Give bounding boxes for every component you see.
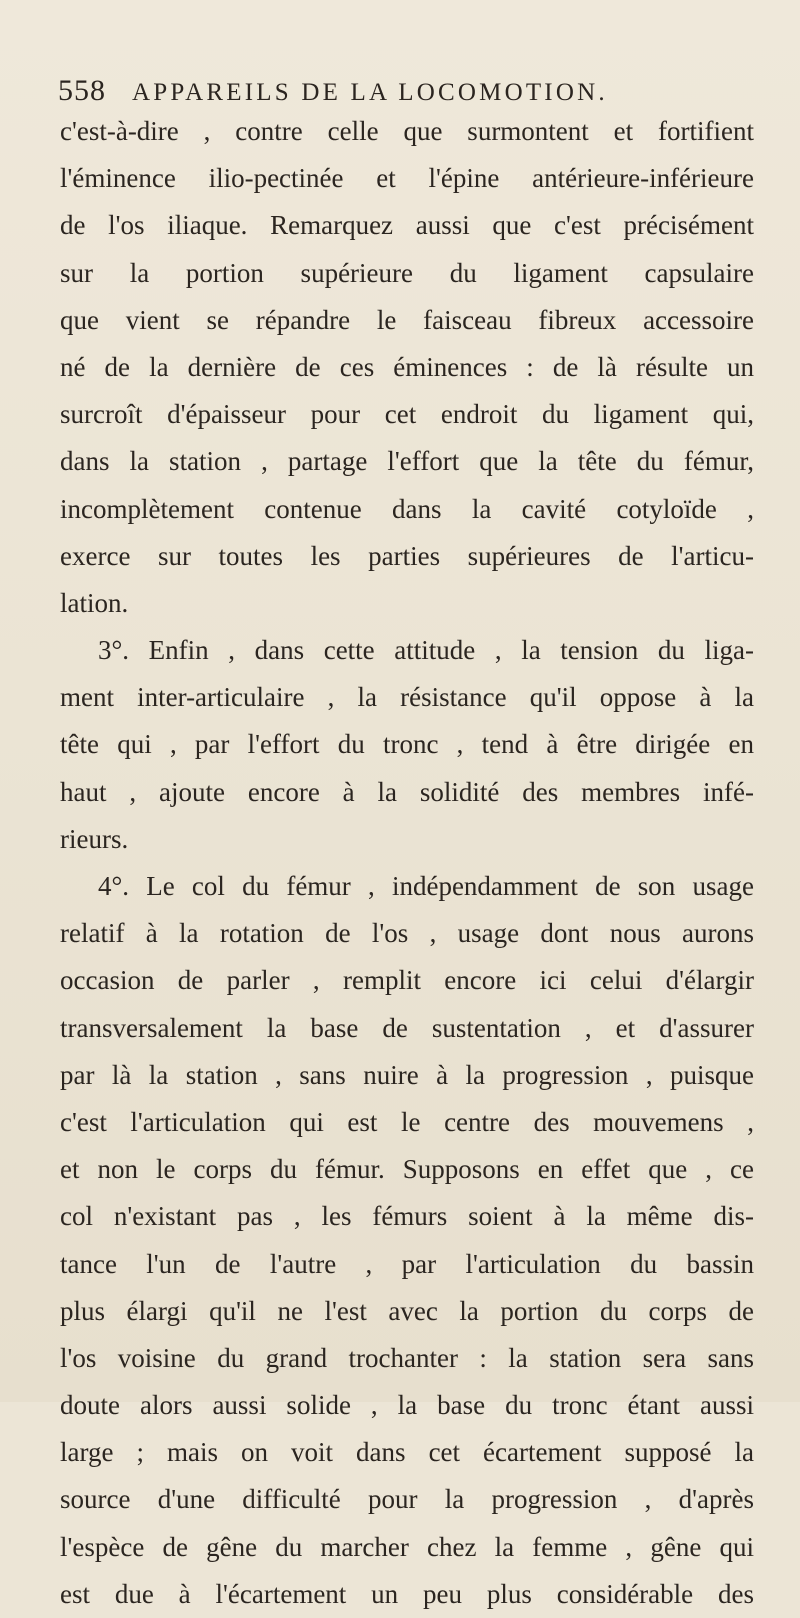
text-line: est due à l'écartement un peu plus considérable des xyxy=(60,1578,754,1609)
text-line: occasion de parler , remplit encore ici celui d'élargir xyxy=(60,965,754,996)
text-line: surcroît d'épaisseur pour cet endroit du ligament qui, xyxy=(60,399,754,430)
text-line: 4°. Le col du fémur , indépendamment de son usage xyxy=(98,871,754,901)
text-line: l'éminence ilio-pectinée et l'épine antérieure-inférieure xyxy=(60,163,754,194)
text-line: tête qui , par l'effort du tronc , tend à être dirigée en xyxy=(60,729,754,760)
text-line: tance l'un de l'autre , par l'articulation du bassin xyxy=(60,1248,754,1279)
text-line: sur la portion supérieure du ligament capsulaire xyxy=(60,257,754,288)
text-line: incomplètement contenue dans la cavité cotyloïde , xyxy=(60,493,754,524)
text-line: relatif à la rotation de l'os , usage dont nous aurons xyxy=(60,918,754,949)
running-head: APPAREILS DE LA LOCOMOTION. xyxy=(132,79,608,106)
text-line: par là la station , sans nuire à la progression , puisque xyxy=(60,1059,754,1090)
text-line: large ; mais on voit dans cet écartement supposé la xyxy=(60,1437,754,1468)
text-line: l'espèce de gêne du marcher chez la femme , gêne qui xyxy=(60,1531,754,1562)
text-line: et non le corps du fémur. Supposons en effet que , ce xyxy=(60,1154,754,1185)
text-line: rieurs. xyxy=(60,823,129,854)
page-number: 558 xyxy=(58,74,106,107)
text-line: plus élargi qu'il ne l'est avec la portion du corps de xyxy=(60,1295,754,1326)
text-line: c'est l'articulation qui est le centre des mouvemens , xyxy=(60,1106,754,1137)
text-line: c'est-à-dire , contre celle que surmontent et fortifient xyxy=(60,116,754,146)
text-line: exerce sur toutes les parties supérieures de l'articu- xyxy=(60,540,754,571)
text-line: haut , ajoute encore à la solidité des membres infé- xyxy=(60,776,754,807)
text-line: transversalement la base de sustentation , et d'assurer xyxy=(60,1012,754,1043)
text-line: col n'existant pas , les fémurs soient à la même dis- xyxy=(60,1201,754,1232)
text-line: lation. xyxy=(60,587,129,618)
text-line: 3°. Enfin , dans cette attitude , la tension du liga- xyxy=(98,635,754,666)
text-line: dans la station , partage l'effort que la tête du fémur, xyxy=(60,446,754,477)
text-line: source d'une difficulté pour la progression , d'après xyxy=(60,1484,754,1515)
text-line: ment inter-articulaire , la résistance qu'il oppose à la xyxy=(60,682,754,713)
text-line: l'os voisine du grand trochanter : la station sera sans xyxy=(60,1342,754,1373)
text-line: que vient se répandre le faisceau fibreux accessoire xyxy=(60,304,754,335)
text-line: né de la dernière de ces éminences : de là résulte un xyxy=(60,351,754,382)
body-text xyxy=(60,108,754,1618)
text-line: doute alors aussi solide , la base du tronc étant aussi xyxy=(60,1390,754,1421)
text-line: de l'os iliaque. Remarquez aussi que c'est précisément xyxy=(60,210,754,241)
